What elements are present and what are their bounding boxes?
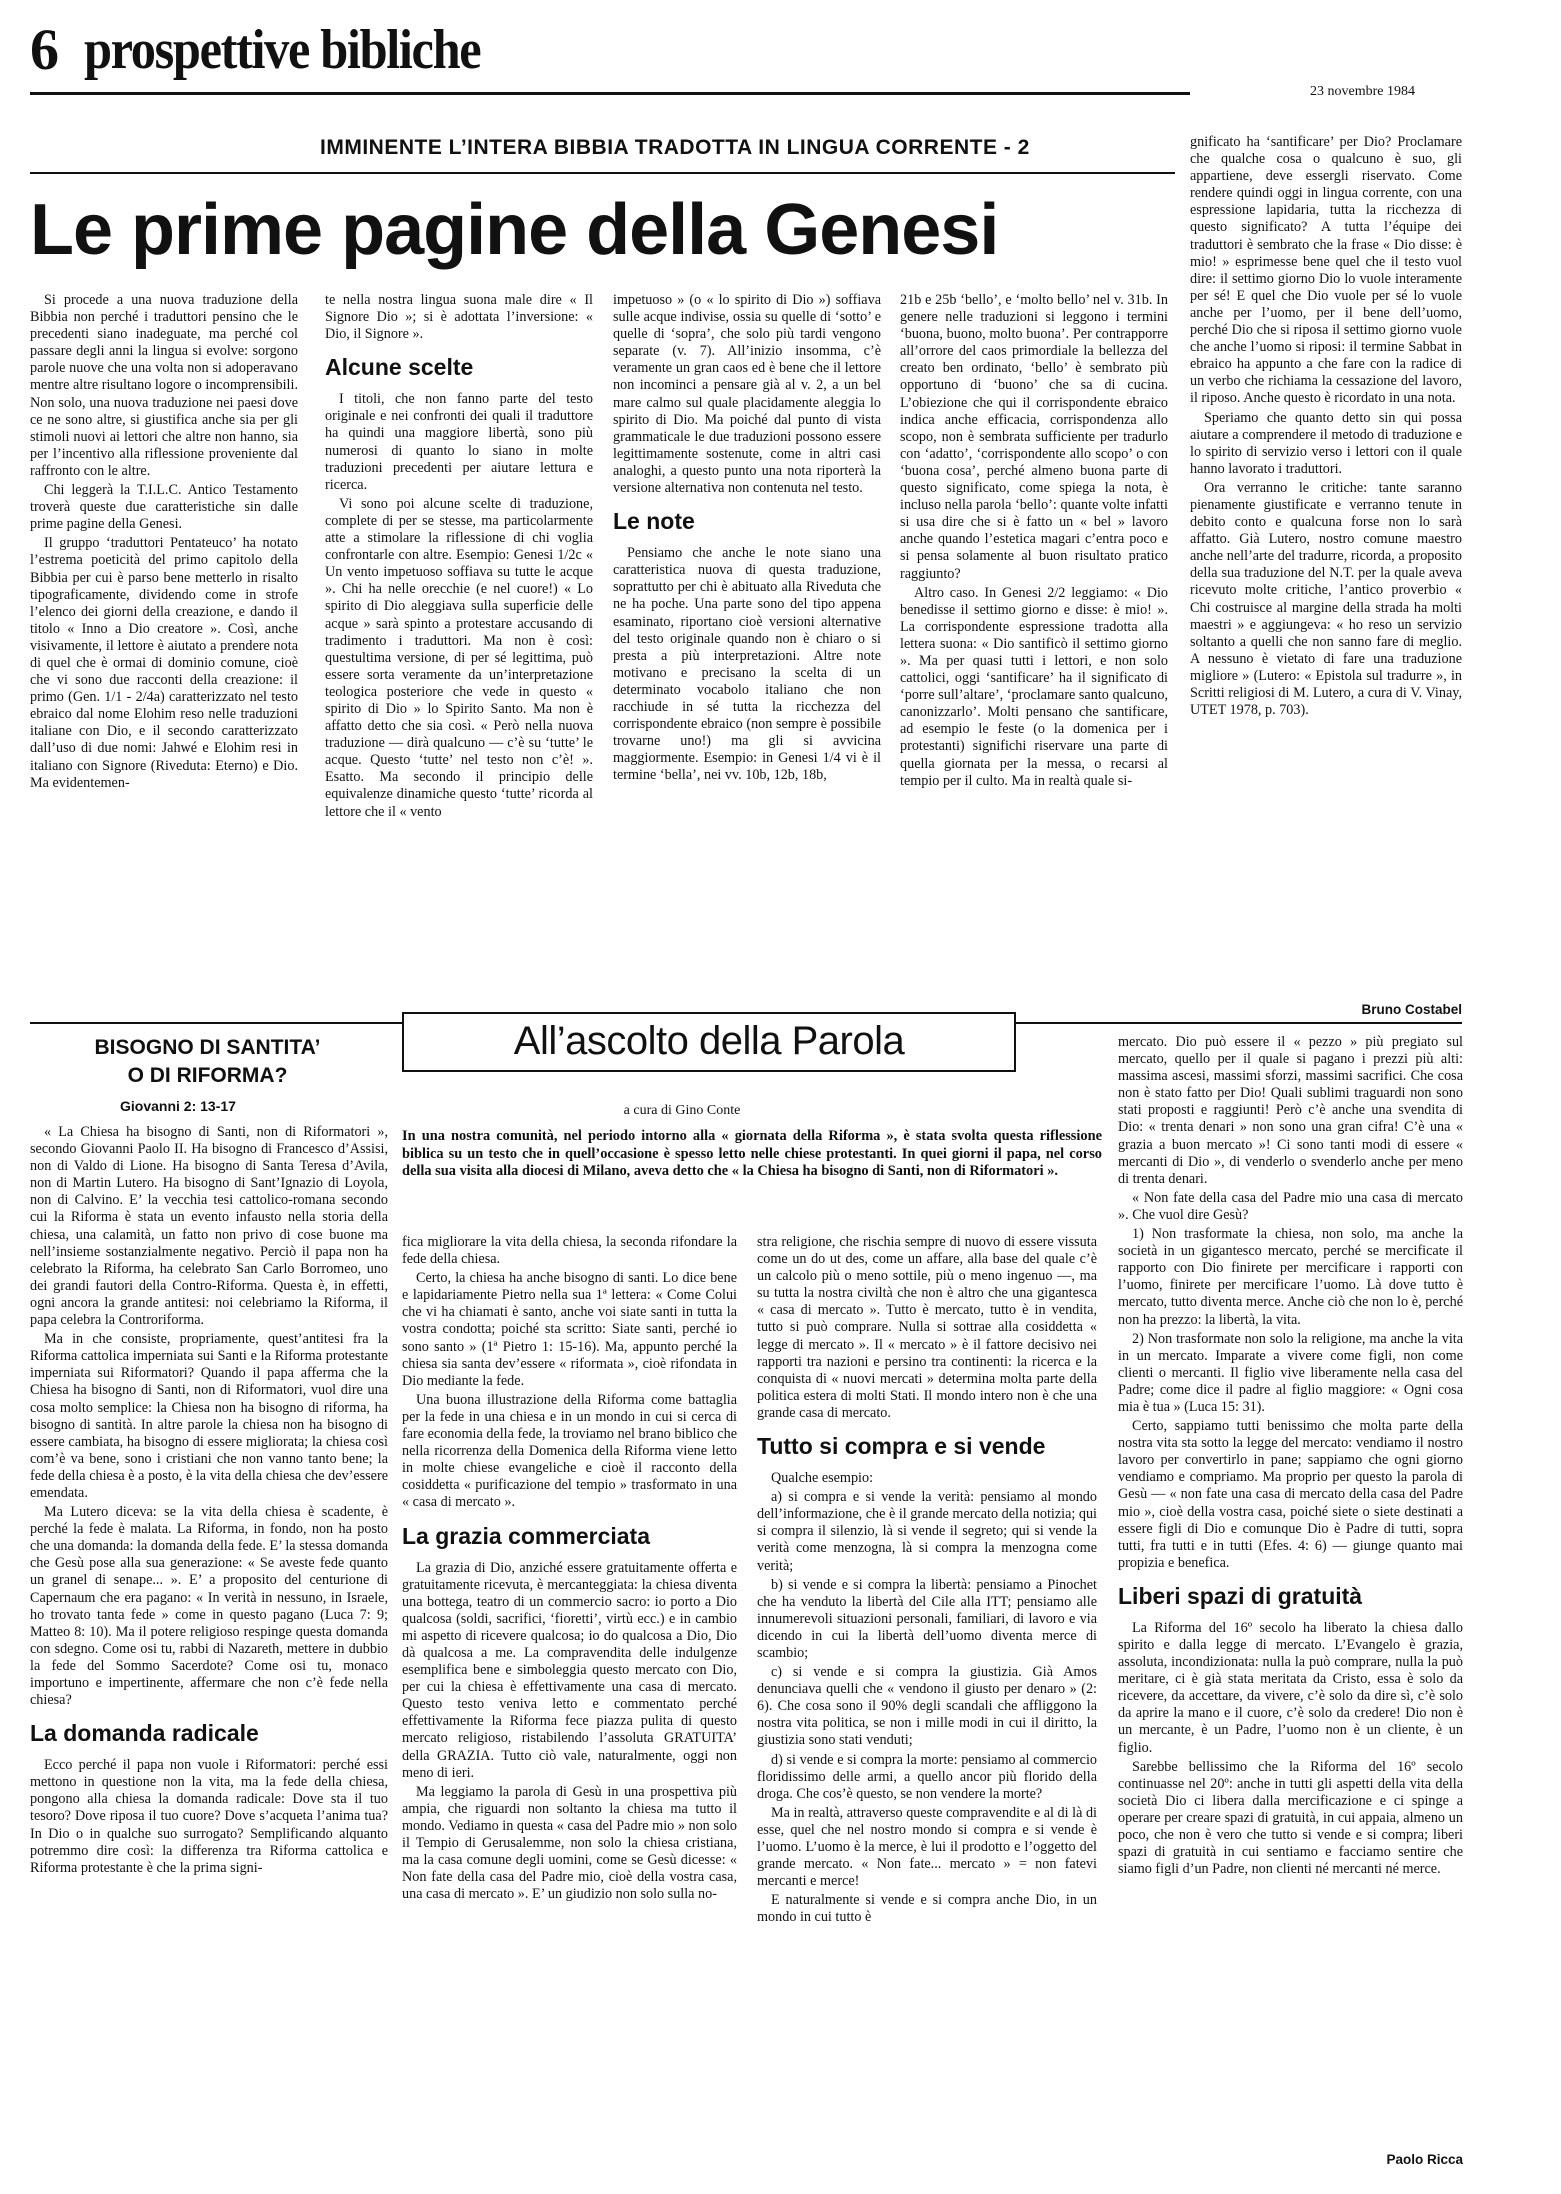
paragraph: fica migliorare la vita della chiesa, la seconda rifondare la fede della chiesa.: [402, 1234, 737, 1268]
page-date: 23 novembre 1984: [1310, 84, 1415, 99]
headline-line-1: BISOGNO DI SANTITA’: [94, 1036, 321, 1059]
paragraph: « Non fate della casa del Padre mio una casa di mercato ». Che vuol dire Gesù?: [1118, 1189, 1463, 1223]
paragraph: Certo, la chiesa ha anche bisogno di santi. Lo dice bene e lapidariamente Pietro nella sua 1ª lettera: « Come Colui che vi ha chiamati è santo, anche voi siate santi in tutta la vostra condotta; poiché sta scritto: Siate santi, perché io sono santo » (1ª Pietro 1: 15-16). Ma, appunto perché la chiesa sia santa dev’essere « riformata », cioè rifondata in Dio mediante la fede.: [402, 1270, 737, 1389]
article3-column-c: [1118, 1034, 1463, 2136]
paragraph: Ora verranno le critiche: tante saranno pienamente giustificate e verranno tenute in debito conto e qualcuna forse non lo sarà affatto. Già Lutero, nostro comune maestro anche nell’arte del tradurre, ricorda, a proposito della sua traduzione del N.T. per la quale aveva ricevuto molte critiche, l’antico proverbio « Chi costruisce al margine della strada ha molti maestri » e aggiungeva: « ho reso un servizio soltanto a quelli che non sanno fare di meglio. A nessuno è vietato di fare una traduzione migliore » (Lutero: « Epistola sul tradurre », in Scritti religiosi di M. Lutero, a cura di V. Vinay, UTET 1978, p. 703).: [1190, 479, 1462, 719]
paragraph: Speriamo che quanto detto sin qui possa aiutare a comprendere il metodo di traduzione e lo spirito di servizio verso i lettori con il quale hanno lavorato i traduttori.: [1190, 409, 1462, 477]
article2-headline: [30, 1034, 385, 1090]
paragraph: mercato. Dio può essere il « pezzo » più pregiato sul mercato, quello per il quale si pagano i prezzi più alti: massima ascesi, massimi sforzi, massimi sacrifici. Che cosa non è stato fatto per Dio! Quali sublimi traguardi non sono stati proposti e raggiunti! Però c’è anche una svendita di Dio: « trenta denari » non sono una gran cifra! C’è una « grazia a buon mercato »! Ci sono tanti modi di essere « mercanti di Dio », di venderlo o svenderlo anche per meno di trenta denari.: [1118, 1034, 1463, 1187]
paragraph: Ecco perché il papa non vuole i Riformatori: perché essi mettono in questione non la vita, ma la fede della chiesa, pongono alla chiesa la domanda radicale: Dove sta il tuo tesoro? Dove riposa il tuo cuore? Dove s’acqueta l’anima tua? In Dio o in qualche suo surrogato? Semplificando alquanto potremmo dire così: la differenza tra Riforma cattolica e Riforma protestante è che la prima signi-: [30, 1757, 388, 1876]
paragraph: Certo, sappiamo tutti benissimo che molta parte della nostra vita sta sotto la legge del mercato: vendiamo il nostro lavoro per convertirlo in pane; sappiamo che ogni giorno vendiamo e compriamo. Ma proprio per questo la parola di Gesù — « non fate una casa di mercato della casa del Padre mio », cioè della vostra casa, poiché siete o siete destinati a essere figli di Dio e comunque Dio è Padre di tutti, sopra tutti, fra tutti e in tutti (Efes. 4: 6) — giunge quanto mai propizia e benefica.: [1118, 1418, 1463, 1571]
header-rule: [30, 92, 1190, 95]
article3-column-b: [757, 1234, 1097, 2184]
paragraph: E naturalmente si vende e si compra anche Dio, in un mondo in cui tutto è: [757, 1892, 1097, 1926]
article1-column-4: [900, 292, 1168, 992]
paragraph: stra religione, che rischia sempre di nuovo di essere vissuta come un do ut des, come un affare, alla base del quale c’è un calcolo più o meno sottile, più o meno ingenuo —, ma su tutta la nostra civiltà che non è altro che una gigantesca « casa di mercato ». Tutto è mercato, tutto è in vendita, tutto si può comprare. Nulla si sottrae alla cosiddetta « legge di mercato ». Il « mercato » è il fattore decisivo nei rapporti tra nazioni e persino tra continenti: la ricerca e la conquista di « nuovi mercati » determina molta parte della politica estera di molti Stati. Il mondo intero non è che una grande casa di mercato.: [757, 1234, 1097, 1421]
paragraph: I titoli, che non fanno parte del testo originale e nei confronti dei quali il traduttore ha quindi una maggiore libertà, sono più numerosi di quanto lo siano in molte traduzioni precedenti per aiutare lettura e ricerca.: [325, 391, 593, 493]
paragraph: La Riforma del 16º secolo ha liberato la chiesa dallo spirito e dalla legge di mercato. L’Evangelo è grazia, assoluta, incondizionata: nulla la può comprare, nulla la può meritare, ci è già stata meritata da Cristo, essa è solo da ricevere, da accettare, da vivere, c’è solo da dire sì, c’è solo da aprire la mano e il cuore, c’è solo da credere! Dio non è un mercante, è un Padre, l’uomo non è un cliente, è un figlio.: [1118, 1619, 1463, 1756]
paragraph: « La Chiesa ha bisogno di Santi, non di Riformatori », secondo Giovanni Paolo II. Ha bisogno di Francesco d’Assisi, non di Valdo di Lione. Ha bisogno di Santa Teresa d’Avila, non di Martin Lutero. Ha bisogno di Sant’Ignazio di Loyola, non di Calvino. E’ la vecchia tesi cattolico-romana secondo cui la Riforma è stata un evento infausto nella storia della chiesa, una calamità, un fatto non privo di cose buone ma nell’insieme sostanzialmente negativo. Perciò il papa non ha celebrato la Riforma, ha celebrato San Carlo Borromeo, uno dei grandi fautori della Contro-Riforma. Questa è, in effetti, ogni ancora la grande antitesi: noi celebriamo la Riforma, il papa celebra la Controriforma.: [30, 1124, 388, 1329]
paragraph: te nella nostra lingua suona male dire « Il Signore Dio »; si è adottata l’inversione: « Dio, il Signore ».: [325, 292, 593, 343]
headline-line-2: O DI RIFORMA?: [127, 1064, 288, 1087]
paragraph: d) si vende e si compra la morte: pensiamo al commercio floridissimo delle armi, a quello ancor più florido della droga. Che cos’è questo, se non vendere la morte?: [757, 1751, 1097, 1802]
paragraph: La grazia di Dio, anziché essere gratuitamente offerta e gratuitamente ricevuta, è mercanteggiata: la chiesa diventa una bottega, teatro di un commercio sacro: io porto a Dio qualcosa (soldi, sacrifici, ‘fioretti’, virtù ecc.) e in cambio mi aspetto di ricevere qualcosa; io do qualcosa a Dio, Dio dà qualcosa a me. La compravendita delle indulgenze esemplifica bene e simboleggia questo mercato con Dio, per cui la chiesa è effettivamente una casa di mercato. Questo testo veniva letto e commentato perché effettivamente la Riforma fece piazza pulita di questo mercato religioso, ristabilendo l’assoluta GRATUITA’ della GRAZIA. Tutto ciò vale, naturalmente, oggi non meno di ieri.: [402, 1559, 737, 1781]
paragraph: Sarebbe bellissimo che la Riforma del 16º secolo continuasse nel 20º: anche in tutti gli aspetti della vita della società Dio ci libera dalla mercificazione e ci spinge a operare per creare spazi di gratuità, in cui appaia, almeno un poco, che non è vero che tutto si vende e si compra; liberi spazi di gratuità in cui sentiamo e facciamo sentire che siamo figli d’un Padre, non clienti né mercanti né merce.: [1118, 1758, 1463, 1878]
paragraph: Chi leggerà la T.I.L.C. Antico Testamento troverà queste due caratteristiche sin dalle prime pagine della Genesi.: [30, 482, 298, 533]
article2-column-1: [30, 1124, 388, 2184]
paragraph: 21b e 25b ‘bello’, e ‘molto bello’ nel v. 31b. In genere nelle traduzioni si leggono i termini ‘buona, buono, molto buona’. Per contrapporre all’orrore del caos primordiale la bellezza del creato ben ordinato, ‘bello’ è sembrato più opportuno di ‘buono’ che sa di cucina. L’obiezione che qui il corrispondente ebraico indica anche efficacia, corrispondenza allo scopo, non è sembrata sufficiente per tradurlo con ‘adatto’, ‘corrispondente allo scopo’ o con ‘buona cosa’, perché almeno buona parte di questo significato, come spiega la nota, è incluso nella parola ‘bello’: quante volte infatti si usa dire che si è fatto un « bel » lavoro anche quando l’estetica magari c’entra poco e si pensa solamente al buon risultato pratico raggiunto?: [900, 292, 1168, 582]
paragraph: Ma in realtà, attraverso queste compravendite e al di là di esse, quel che nel nostro mondo si compra e si vende è l’uomo. L’uomo è la merce, è lui il prodotto e l’oggetto del grande mercato. « Non fate... mercato » = non fatevi mercanti e merce!: [757, 1804, 1097, 1890]
subhead-domanda-radicale: La domanda radicale: [30, 1720, 259, 1747]
paragraph: Altro caso. In Genesi 2/2 leggiamo: « Dio benedisse il settimo giorno e disse: è mio! ». La corrispondente espressione tradotta alla lettera suona: « Dio santificò il settimo giorno ». Ma per quasi tutti i lettori, e non solo cattolici, oggi ‘santificare’ ha il significato di ‘porre sull’altare’, ‘proclamare santo qualcuno, canonizzarlo’. Molti pensano che santificare, ad esempio le feste (o la domenica per i protestanti) significhi riservare una parte di quella giornata per la messa, o recarsi al tempio per il culto. Ma in realtà quale si-: [900, 584, 1168, 789]
paragraph: Ma in che consiste, propriamente, quest’antitesi fra la Riforma cattolica imperniata sui Santi e la Riforma protestante imperniata sui Riformatori? Quando il papa afferma che la Chiesa ha bisogno di Santi, non di Riformatori, vuol dire una cosa molto semplice: la Chiesa non ha bisogno di riforma, ha bisogno di santità. In altre parole la chiesa non ha bisogno di essere cambiata, ha bisogno di essere migliorata; la chiesa così com’è va bene, sono i cristiani che non vanno tanto bene; la fede della chiesa è a posto, è la vita della chiesa che dev’essere emendata.: [30, 1331, 388, 1501]
paragraph: Vi sono poi alcune scelte di traduzione, complete di per se stesse, ma particolarmente atte a stimolare la riflessione di chi voglia confrontarle con altre. Esempio: Genesi 1/2c « Un vento impetuoso soffiava su tutte le acque ». Chi ha nelle orecchie (e nel cuore!) « Lo spirito di Dio aleggiava sulla superficie delle acque » sarà spinto a protestare accusando di tradimento i traduttori. Ma non è così: questultima versione, di per sé legittima, può essere sorta veramente da un’interpretazione teologica posteriore che vede in questo « spirito di Dio » lo Spirito Santo. Ma non è affatto detto che sia così. « Però nella nuova traduzione — dirà qualcuno — c’è su ‘tutte’ le acque. Questo ‘tutte’ nel testo non c’è! ». Esatto. Ma secondo il principio delle equivalenze dinamiche questo ‘tutte’ ricorda al lettore che il « vento: [325, 495, 593, 820]
paragraph: c) si vende e si compra la giustizia. Già Amos denunciava quelli che « vendono il giusto per denaro » (2: 6). Che cosa sono il 90% degli scandali che affliggono la nostra vita politica, se non i mille modi in cui il diritto, la giustizia sono stati venduti;: [757, 1664, 1097, 1749]
article3-byline: a cura di Gino Conte: [623, 1103, 741, 1118]
article1-kicker: IMMINENTE L’INTERA BIBBIA TRADOTTA IN LINGUA CORRENTE - 2: [320, 136, 1030, 159]
kicker-rule: [30, 172, 1175, 174]
article3-column-a: [402, 1234, 737, 2184]
paragraph: a) si compra e si vende la verità: pensiamo al mondo dell’informazione, che è il grande mercato della notizia; qui si compra il silenzio, là si vende il segreto; qui si vende la verità come menzogna, là si compra la menzogna come verità;: [757, 1489, 1097, 1574]
paragraph: gnificato ha ‘santificare’ per Dio? Proclamare che qualche cosa o qualcuno è suo, gli appartiene, deve essergli riservato. Come rendere quindi oggi in lingua corrente, con una espressione lapidaria, tutta la ricchezza di questo significato? A tutta l’équipe dei traduttori è sembrato che la frase « Dio disse: è mio! » esprimesse bene quel che il testo vuol dire: il settimo giorno Dio lo vuole interamente per sé! E quel che Dio vuole per sé lo vuole anche per l’uomo, per il bene dell’uomo, perché Dio che si riposa il settimo giorno vuole che anche l’uomo si riposi: il termine Sabbat in ebraico ha appunto a che fare con la radice di un verbo che richiama la cessazione del lavoro, il riposo. Anche questo è ricordato in una nota.: [1190, 134, 1462, 407]
subhead-liberi-spazi: Liberi spazi di gratuità: [1118, 1582, 1363, 1609]
section-title: prospettive bibliche: [84, 19, 481, 81]
paragraph: Il gruppo ‘traduttori Pentateuco’ ha notato l’estrema poeticità del primo capitolo della Bibbia per cui è parso bene metterlo in risalto tipograficamente, dividendo come in strofe l’elenco dei giorni della creazione, e dando il titolo « Inno a Dio creatore ». Così, anche visivamente, il lettore è aiutato a prendere nota di quel che è ormai di dominio comune, cioè che vi sono due racconti della creazione: il primo (Gen. 1/1 - 2/4a) caratterizzato nel testo ebraico dal nome Elohim reso nelle traduzioni italiane con Dio, e il secondo caratterizzato dall’uso di due nomi: Jahwé e Elohim resi in italiano con Signore (Riveduta: Eterno) e Dio. Ma evidentemen-: [30, 535, 298, 791]
subhead-alcune-scelte: Alcune scelte: [325, 354, 474, 381]
article3-intro: In una nostra comunità, nel periodo intorno alla « giornata della Riforma », è stata svolta questa riflessione biblica su un testo che in quell’occasione è spesso letto nelle chiese protestanti. In quei giorni il papa, nel corso della sua visita alla diocesi di Milano, aveva detto che « la Chiesa ha bisogno di Santi, non di Riformatori ».: [402, 1128, 1102, 1179]
paragraph: 2) Non trasformate non solo la religione, ma anche la vita in un mercato. Imparate a vivere come figli, non come clienti o mercanti. Il figlio vive liberamente nella casa del Padre; come dice il padre al figlio maggiore: « Ogni cosa mia è tua » (Luca 15: 31).: [1118, 1330, 1463, 1415]
article3-headline-box: [402, 1012, 1016, 1072]
article1-column-2: [325, 292, 593, 992]
page-number: 6: [30, 17, 59, 82]
subhead-grazia-commerciata: La grazia commerciata: [402, 1522, 651, 1549]
paragraph: Si procede a una nuova traduzione della Bibbia non perché i traduttori pensino che le precedenti siano inadeguate, ma perché col passare degli anni la lingua si evolve: sorgono parole nuove che una volta non si adoperavano mentre altre risultano logore o incomprensibili. Non solo, una nuova traduzione nei paesi dove ce ne sono altre, si giustifica anche sia per gli stimoli nuovi ai lettori che altre non hanno, sia per l’incentivo alla riflessione proveniente dal raffronto con le altre.: [30, 292, 298, 479]
paragraph: Ma leggiamo la parola di Gesù in una prospettiva più ampia, che riguardi non soltanto la chiesa ma tutto il mondo. Vediamo in questa « casa del Padre mio » non solo il Tempio di Gerusalemme, non solo la chiesa cristiana, ma la casa comune degli uomini, come se Gesù dicesse: « Non fate della casa del Padre mio, cioè della vostra casa, una casa di mercato ». E’ un giudizio non solo sulla no-: [402, 1783, 737, 1903]
article1-headline: Le prime pagine della Genesi: [30, 190, 999, 270]
article2-reference: Giovanni 2: 13-17: [120, 1098, 236, 1114]
subhead-le-note: Le note: [613, 508, 695, 535]
article3-headline: All’ascolto della Parola: [513, 1019, 905, 1063]
paragraph: Una buona illustrazione della Riforma come battaglia per la fede in una chiesa e in un mondo in cui si cerca di fare economia della fede, la troviamo nel brano biblico che nella ricorrenza della Domenica della Riforma viene letto in molte chiese evangeliche e cioè il racconto della cosiddetta « purificazione del tempio » trasformato in una « casa di mercato ».: [402, 1391, 737, 1511]
article3-signature: Paolo Ricca: [1386, 2152, 1463, 2167]
paragraph: Qualche esempio:: [771, 1470, 874, 1487]
subhead-tutto-si-compra: Tutto si compra e si vende: [757, 1433, 1046, 1460]
article1-signature: Bruno Costabel: [1361, 1002, 1462, 1017]
paragraph: b) si vende e si compra la libertà: pensiamo a Pinochet che ha venduto la libertà del Cile alla ITT; pensiamo alle innumerevoli situazioni personali, familiari, di lavoro e via dicendo in cui la libertà dell’uomo diventa merce di scambio;: [757, 1576, 1097, 1661]
article1-column-3: [613, 292, 881, 992]
paragraph: 1) Non trasformate la chiesa, non solo, ma anche la società in un gigantesco mercato, perché se mercificate il rapporto con Dio finirete per mercificare i rapporti con l’uomo, finirete per mercificare l’uomo. Là dove tutto è mercato, tutto diventa merce. Anche ciò che non lo è, perché non ha prezzo: la libertà, la vita.: [1118, 1226, 1463, 1328]
paragraph: impetuoso » (o « lo spirito di Dio ») soffiava sulle acque indivise, ossia su quelle di ‘sotto’ e quelle di ‘sopra’, che solo più tardi vengono separate (v. 7). All’inizio insomma, c’è veramente un gran caos ed è bene che il lettore non incominci a pensare già al v. 2, a un bel mare calmo sul quale placidamente aleggia lo spirito di Dio. Ma poiché dal punto di vista grammaticale le due traduzioni possono essere legittimamente sostenute, come in altri casi analoghi, a questo punto una nota riporterà la versione alternativa non contenuta nel testo.: [613, 292, 881, 497]
article1-column-1: [30, 292, 298, 992]
article1-column-5: [1190, 134, 1462, 992]
paragraph: Pensiamo che anche le note siano una caratteristica nuova di questa traduzione, soprattutto per chi è abituato alla Riveduta che ne ha poche. Una parte sono del tipo appena esaminato, riportano cioè versioni alternative del testo originale quando non è chiaro o si presta a più interpretazioni. Altre note motivano e precisano la scelta di un determinato vocabolo italiano che non racchiude in sé tutta la ricchezza del corrispondente ebraico (non sempre è possibile trovarne uno!) ma gli si avvicina maggiormente. Esempio: in Genesi 1/4 vi è il termine ‘bella’, nei vv. 10b, 12b, 18b,: [613, 545, 881, 784]
paragraph: Ma Lutero diceva: se la vita della chiesa è scadente, è perché la fede è malata. La Riforma, in fondo, non ha posto che una domanda: la domanda della fede. E’ la stessa domanda che Gesù pose alla sua generazione: « Se aveste fede quanto un granel di senape... ». E’ a proposito del centurione di Capernaum che era pagano: « In verità in nessuno, in Israele, ho trovato tanta fede » come in questo pagano (Luca 7: 9; Matteo 8: 10). Ma il potere religioso respinge questa domanda con sdegno. Come osi tu, rabbi di Nazareth, mettere in dubbio la fede del Sommo Sacerdote? Come osi tu, monaco importuno e impertinente, affermare che non c’è fede nella chiesa?: [30, 1504, 388, 1709]
